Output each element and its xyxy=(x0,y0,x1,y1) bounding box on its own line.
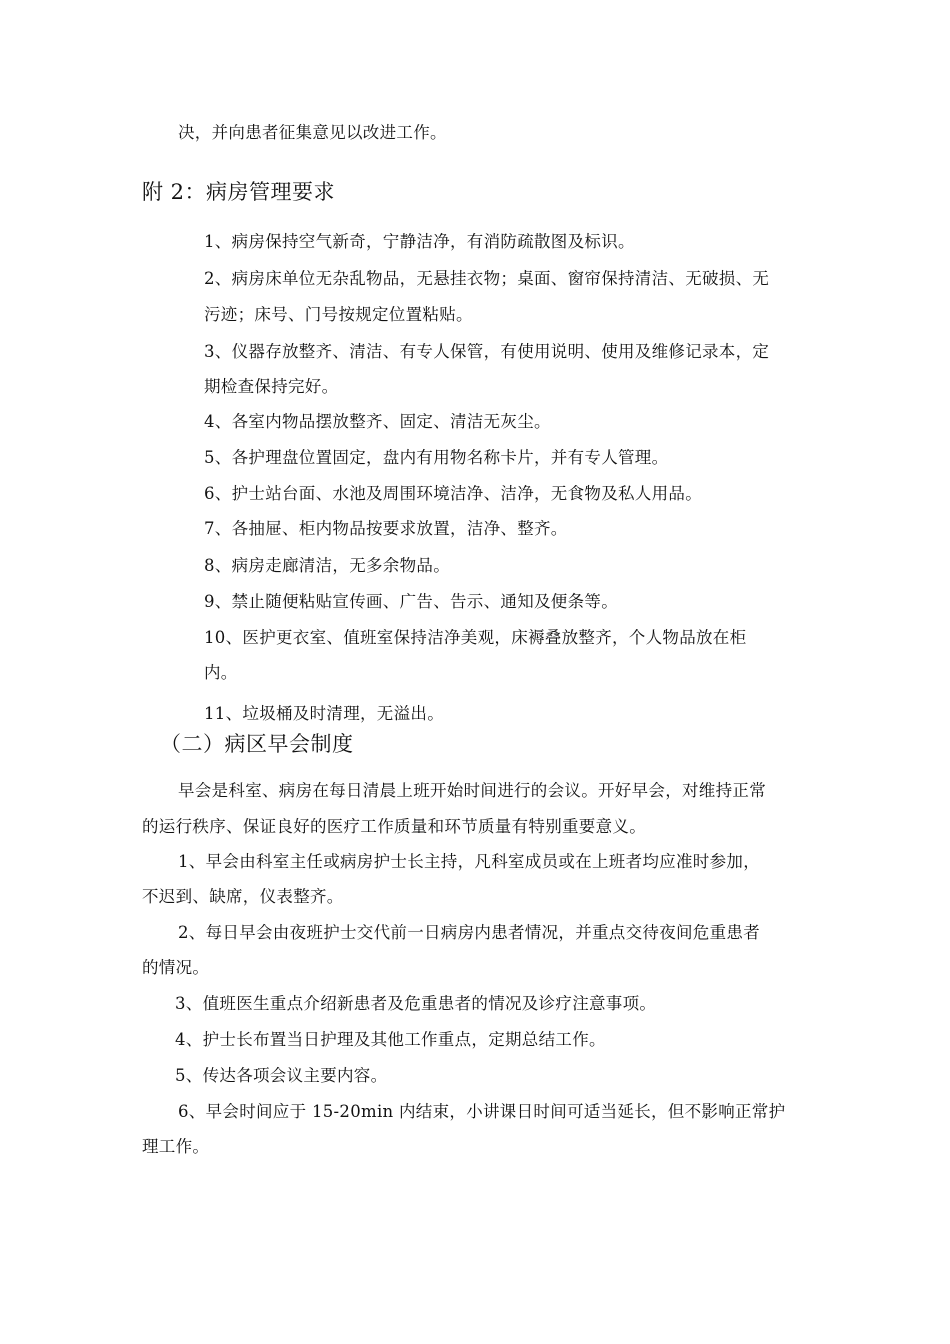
list-item: 3、仪器存放整齐、清洁、有专人保管，有使用说明、使用及维修记录本，定 xyxy=(204,342,770,361)
list-item: 1、病房保持空气新奇，宁静洁净，有消防疏散图及标识。 xyxy=(204,232,635,251)
list-item: 期检查保持完好。 xyxy=(204,377,339,396)
list-item: 污迹；床号、门号按规定位置粘贴。 xyxy=(204,305,473,324)
list-item: 内。 xyxy=(204,663,238,682)
list-item: 11、垃圾桶及时清理，无溢出。 xyxy=(204,704,444,723)
paragraph-line: 决，并向患者征集意见以改进工作。 xyxy=(178,123,447,142)
appendix-title: 附 2：病房管理要求 xyxy=(142,180,336,204)
paragraph-line: 早会是科室、病房在每日清晨上班开始时间进行的会议。开好早会，对维持正常 xyxy=(178,781,766,800)
paragraph-line: 6、早会时间应于 15-20min 内结束，小讲课日时间可适当延长，但不影响正常护 xyxy=(178,1102,786,1121)
paragraph-line: 4、护士长布置当日护理及其他工作重点，定期总结工作。 xyxy=(175,1030,606,1049)
paragraph-line: 的运行秩序、保证良好的医疗工作质量和环节质量有特别重要意义。 xyxy=(142,817,646,836)
list-item: 8、病房走廊清洁，无多余物品。 xyxy=(204,556,450,575)
paragraph-line: 5、传达各项会议主要内容。 xyxy=(175,1066,388,1085)
list-item: 2、病房床单位无杂乱物品，无悬挂衣物；桌面、窗帘保持清洁、无破损、无 xyxy=(204,269,770,288)
list-item: 5、各护理盘位置固定，盘内有用物名称卡片，并有专人管理。 xyxy=(204,448,669,467)
paragraph-line: 1、早会由科室主任或病房护士长主持，凡科室成员或在上班者均应准时参加， xyxy=(178,852,760,871)
paragraph-line: 2、每日早会由夜班护士交代前一日病房内患者情况，并重点交待夜间危重患者 xyxy=(178,923,760,942)
list-item: 9、禁止随便粘贴宣传画、广告、告示、通知及便条等。 xyxy=(204,592,618,611)
paragraph-line: 理工作。 xyxy=(142,1137,210,1156)
list-item: 10、医护更衣室、值班室保持洁净美观，床褥叠放整齐，个人物品放在柜 xyxy=(204,628,747,647)
list-item: 4、各室内物品摆放整齐、固定、清洁无灰尘。 xyxy=(204,412,551,431)
list-item: 6、护士站台面、水池及周围环境洁净、洁净，无食物及私人用品。 xyxy=(204,484,702,503)
list-item: 7、各抽屉、柜内物品按要求放置，洁净、整齐。 xyxy=(204,519,568,538)
paragraph-line: 3、值班医生重点介绍新患者及危重患者的情况及诊疗注意事项。 xyxy=(175,994,657,1013)
paragraph-line: 不迟到、缺席，仪表整齐。 xyxy=(142,887,344,906)
paragraph-line: 的情况。 xyxy=(142,958,210,977)
section-title: （二）病区早会制度 xyxy=(160,732,354,756)
